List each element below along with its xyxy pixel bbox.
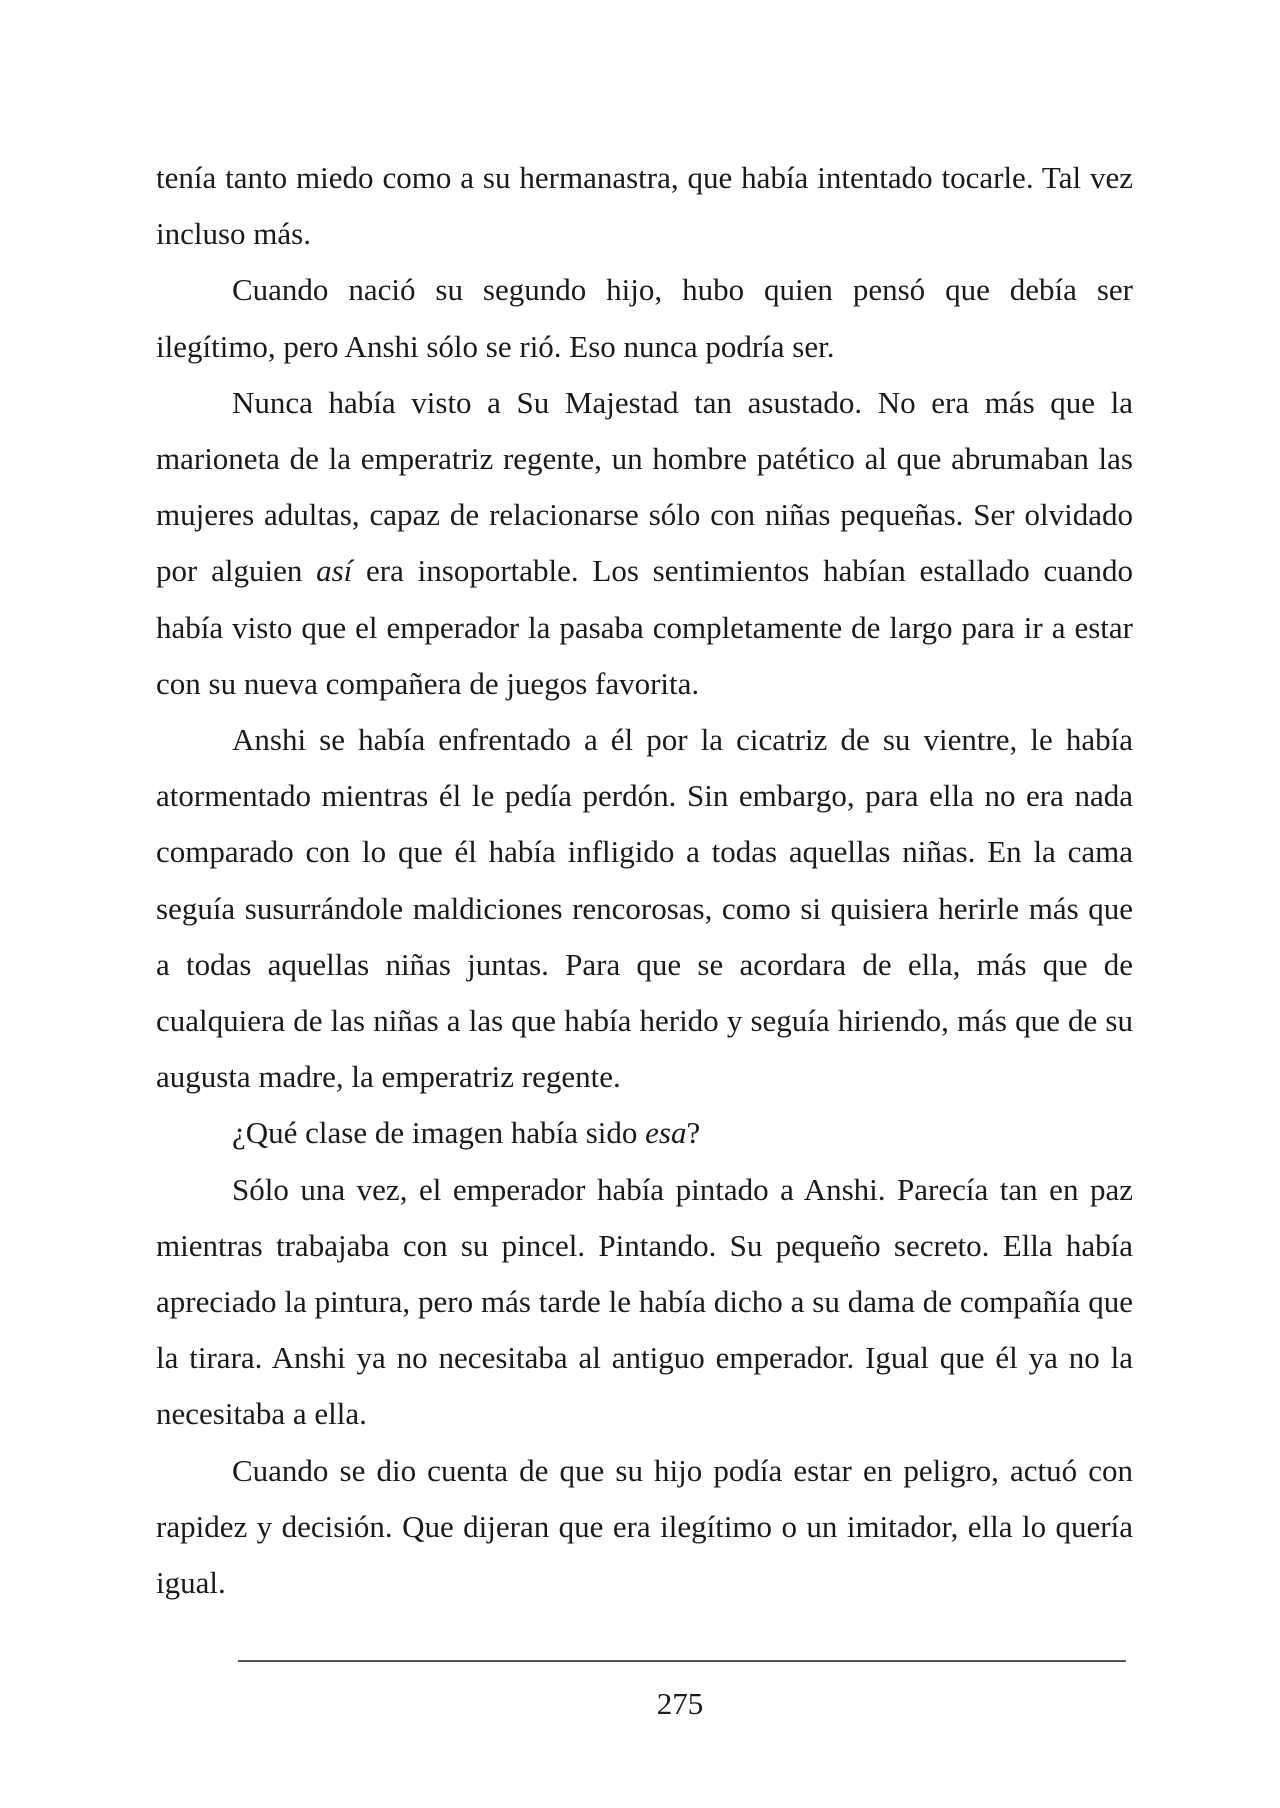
- text-run: Cuando se dio cuenta de que su hijo podía estar en peligro, actuó con rapidez y decisión. Que dijeran que era ilegítimo o un imitador, ella lo quería igual.: [156, 1452, 1133, 1601]
- paragraph: [156, 1443, 1133, 1612]
- text-run: ?: [686, 1115, 701, 1151]
- page-number: 275: [656, 1686, 704, 1721]
- text-run: Cuando nació su segundo hijo, hubo quien pensó que debía ser ilegítimo, pero Anshi sólo se rió. Eso nunca podría ser.: [156, 272, 1133, 364]
- paragraph: [156, 150, 1133, 262]
- italic-text-run: esa: [645, 1115, 687, 1151]
- body-text: [156, 150, 1133, 1611]
- text-run: Anshi se había enfrentado a él por la cicatriz de su vientre, le había atormentado mientras él le pedía perdón. Sin embargo, para ella no era nada comparado con lo que él había infligido a todas aquellas niñas. En la cama seguía susurrándole maldiciones rencorosas, como si quisiera herirle más que a todas aquellas niñas juntas. Para que se acordara de ella, más que de cualquiera de las niñas a las que había herido y seguía hiriendo, más que de su augusta madre, la emperatriz regente.: [156, 722, 1133, 1095]
- italic-text-run: así: [316, 553, 353, 589]
- text-run: era insoportable. Los sentimientos habían estallado cuando había visto que el emperador la pasaba completamente de largo para ir a estar con su nueva compañera de juegos favorita.: [156, 553, 1133, 701]
- paragraph: [156, 1105, 1133, 1161]
- paragraph: [156, 262, 1133, 374]
- paragraph: [156, 712, 1133, 1105]
- paragraph: [156, 1162, 1133, 1443]
- text-run: tenía tanto miedo como a su hermanastra, que había intentado tocarle. Tal vez incluso más.: [156, 160, 1133, 252]
- paragraph: [156, 375, 1133, 712]
- footer-divider: [238, 1660, 1126, 1662]
- text-run: ¿Qué clase de imagen había sido: [232, 1115, 646, 1151]
- text-run: Nunca había visto a Su Majestad tan asustado. No era más que la marioneta de la emperatriz regente, un hombre patético al que abrumaban las mujeres adultas, capaz de relacionarse sólo con niñas pequeñas. Ser olvidado por alguien: [156, 384, 1133, 589]
- text-run: Sólo una vez, el emperador había pintado a Anshi. Parecía tan en paz mientras trabajaba con su pincel. Pintando. Su pequeño secreto. Ella había apreciado la pintura, pero más tarde le había dicho a su dama de compañía que la tirara. Anshi ya no necesitaba al antiguo emperador. Igual que él ya no la necesitaba a ella.: [156, 1171, 1133, 1432]
